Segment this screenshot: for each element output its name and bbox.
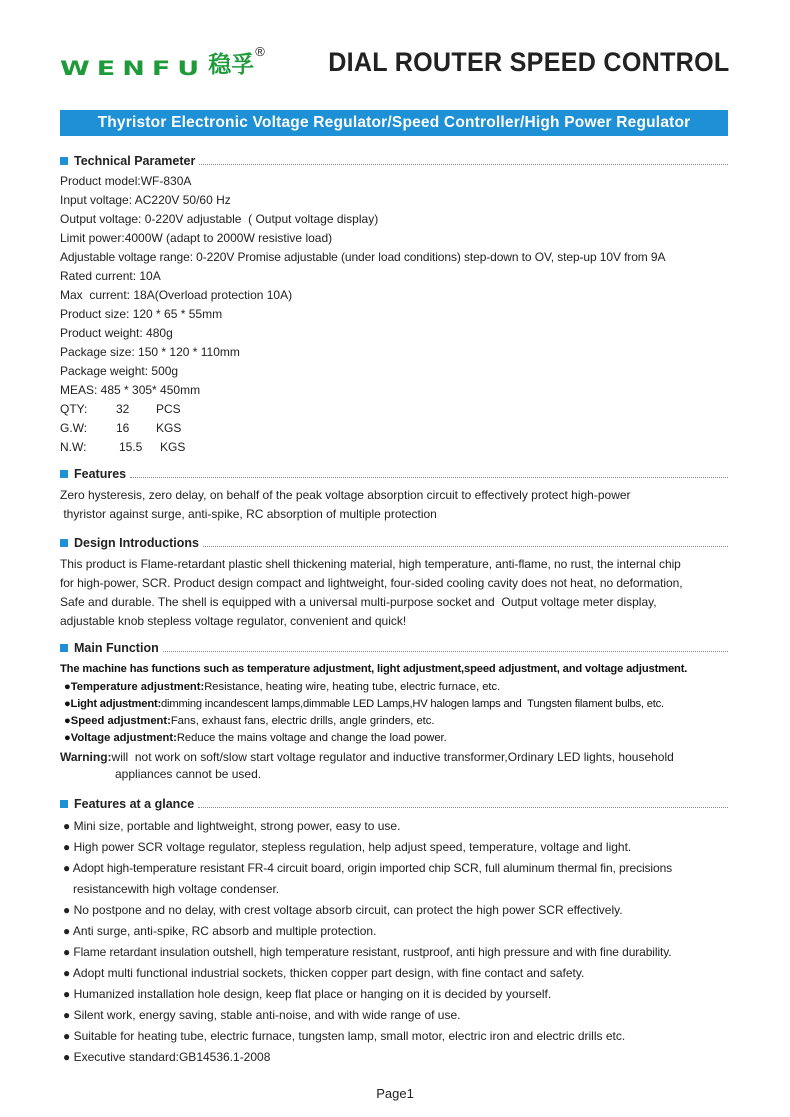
dotted-rule	[198, 807, 728, 808]
function-item-text: Resistance, heating wire, heating tube, electric furnace, etc.	[204, 681, 501, 693]
section-square-icon	[60, 644, 68, 652]
dotted-rule	[130, 477, 728, 478]
warning-label: Warning:	[60, 750, 112, 764]
section-square-icon	[60, 157, 68, 165]
glance-item: ● Flame retardant insulation outshell, high temperature resistant, rustproof, anti high pressure and with fine durability.	[63, 945, 672, 959]
function-item-label: ●Speed adjustment:	[64, 715, 171, 727]
warning-text: will not work on soft/slow start voltage regulator and inductive transformer,Ordinary LED lights, household	[111, 750, 674, 764]
section-title: Design Introductions	[74, 536, 199, 550]
features-line: Zero hysteresis, zero delay, on behalf of the peak voltage absorption circuit to effectively protect high-power	[60, 488, 631, 502]
glance-item: resistancewith high voltage condenser.	[63, 882, 280, 896]
spec-line: Package size: 150 * 120 * 110mm	[60, 345, 240, 359]
title-banner: Thyristor Electronic Voltage Regulator/Speed Controller/High Power Regulator	[60, 110, 728, 136]
dotted-rule	[199, 164, 728, 165]
section-header-design	[60, 534, 728, 552]
gw-value: 16	[116, 421, 130, 435]
spec-line: Package weight: 500g	[60, 364, 179, 378]
glance-item: ● Humanized installation hole design, keep flat place or hanging on it is decided by yourself.	[63, 987, 552, 1001]
function-item-text: Reduce the mains voltage and change the load power.	[176, 732, 447, 744]
dotted-rule	[203, 546, 728, 547]
gw-label: G.W:	[60, 421, 88, 435]
glance-item: ● High power SCR voltage regulator, stepless regulation, help adjust speed, temperature, voltage and light.	[63, 840, 632, 854]
qty-label: QTY:	[60, 402, 88, 416]
design-line: This product is Flame-retardant plastic shell thickening material, high temperature, anti-flame, no rust, the internal chip	[60, 557, 681, 571]
section-title: Main Function	[74, 641, 159, 655]
section-square-icon	[60, 470, 68, 478]
section-header-glance	[60, 795, 728, 813]
document-title: DIAL ROUTER SPEED CONTROL	[328, 47, 730, 77]
glance-item: ● Anti surge, anti-spike, RC absorb and multiple protection.	[63, 924, 377, 938]
function-item-label: ●Temperature adjustment:	[64, 681, 205, 693]
gw-unit: KGS	[156, 421, 182, 435]
spec-line: Rated current: 10A	[60, 269, 161, 283]
spec-line: Adjustable voltage range: 0-220V Promise adjustable (under load conditions) step-down to OV, step-up 10V from 9A	[60, 250, 666, 264]
qty-unit: PCS	[156, 402, 181, 416]
function-item-label: ●Voltage adjustment:	[64, 732, 177, 744]
function-item	[64, 730, 447, 747]
nw-label: N.W:	[60, 440, 87, 454]
glance-item: ● Silent work, energy saving, stable anti-noise, and with wide range of use.	[63, 1008, 461, 1022]
page-number: Page1	[376, 1086, 414, 1101]
spec-line: Max current: 18A(Overload protection 10A)	[60, 288, 293, 302]
glance-item: ● Suitable for heating tube, electric furnace, tungsten lamp, small motor, electric iron and electric drills etc.	[63, 1029, 626, 1043]
design-line: Safe and durable. The shell is equipped with a universal multi-purpose socket and Output voltage meter display,	[60, 595, 657, 609]
glance-item: ● Adopt multi functional industrial sockets, thicken copper part design, with fine contact and safety.	[63, 966, 585, 980]
nw-value: 15.5	[119, 440, 143, 454]
glance-item: ● No postpone and no delay, with crest voltage absorb circuit, can protect the high power SCR effectively.	[63, 903, 623, 917]
section-header-technical	[60, 152, 728, 170]
section-header-main-function	[60, 639, 728, 657]
gross-weight-row	[60, 419, 181, 438]
section-title: Features	[74, 467, 127, 481]
brand-logo	[60, 44, 265, 80]
spec-line: Input voltage: AC220V 50/60 Hz	[60, 193, 231, 207]
section-square-icon	[60, 539, 68, 547]
spec-line: Product size: 120 * 65 * 55mm	[60, 307, 223, 321]
net-weight-row	[60, 438, 185, 457]
section-header-features	[60, 465, 728, 483]
logo-latin-text: WENFU	[60, 57, 207, 80]
spec-line: Product model:WF-830A	[60, 174, 192, 188]
logo-chinese-text: 稳孚	[208, 52, 255, 78]
features-line: thyristor against surge, anti-spike, RC absorption of multiple protection	[60, 507, 437, 521]
glance-item: ● Executive standard:GB14536.1-2008	[63, 1050, 271, 1064]
warning-line-2: appliances cannot be used.	[115, 767, 262, 781]
glance-item: ● Adopt high-temperature resistant FR-4 circuit board, origin imported chip SCR, full aluminum thermal fin, precisions	[63, 861, 673, 875]
registered-mark: ®	[255, 44, 265, 59]
section-square-icon	[60, 800, 68, 808]
section-title: Technical Parameter	[74, 154, 196, 168]
spec-line: Product weight: 480g	[60, 326, 173, 340]
dotted-rule	[163, 651, 728, 652]
function-item-label: ●Light adjustment:	[64, 698, 162, 710]
spec-line: Output voltage: 0-220V adjustable ( Output voltage display)	[60, 212, 379, 226]
nw-unit: KGS	[160, 440, 186, 454]
section-title: Features at a glance	[74, 797, 195, 811]
function-item-text: dimming incandescent lamps,dimmable LED Lamps,HV halogen lamps and Tungsten filament bulbs, etc.	[161, 698, 664, 710]
glance-item: ● Mini size, portable and lightweight, strong power, easy to use.	[63, 819, 401, 833]
function-item-text: Fans, exhaust fans, electric drills, angle grinders, etc.	[170, 715, 435, 727]
design-line: for high-power, SCR. Product design compact and lightweight, four-sided cooling cavity does not heat, no deformation,	[60, 576, 683, 590]
function-item	[64, 696, 664, 713]
design-line: adjustable knob stepless voltage regulator, convenient and quick!	[60, 614, 407, 628]
main-function-intro: The machine has functions such as temperature adjustment, light adjustment,speed adjustment, and voltage adjustment.	[60, 663, 688, 675]
qty-value: 32	[116, 402, 130, 416]
qty-row	[60, 400, 181, 419]
spec-line: MEAS: 485 * 305* 450mm	[60, 383, 201, 397]
function-item	[64, 679, 500, 696]
spec-line: Limit power:4000W (adapt to 2000W resistive load)	[60, 231, 333, 245]
function-item	[64, 713, 435, 730]
